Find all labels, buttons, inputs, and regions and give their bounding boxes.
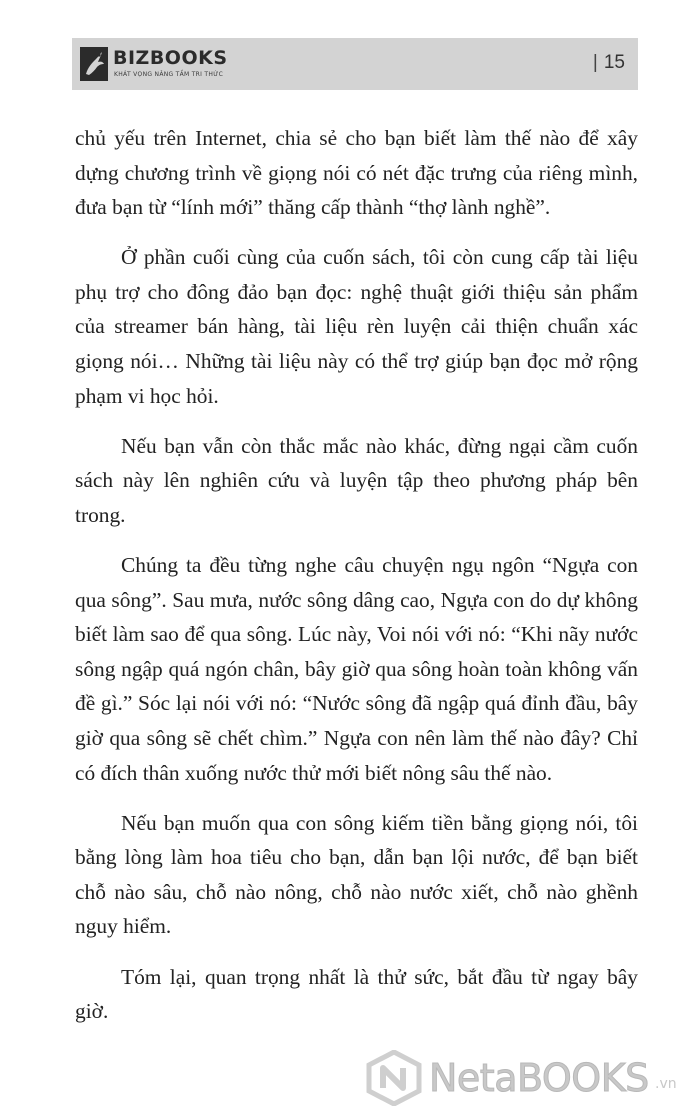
bizbooks-logo-icon	[80, 47, 108, 81]
page-number-separator: |	[592, 52, 598, 73]
page-body	[75, 121, 638, 1044]
netabooks-watermark	[365, 1050, 695, 1110]
paragraph: Chúng ta đều từng nghe câu chuyện ngụ ngôn “Ngựa con qua sông”. Sau mưa, nước sông dâng cao, Ngựa con do dự không biết làm sao để qua sông. Lúc này, Voi nói với nó: “Khi nãy nước sông ngập quá ngón chân, bây giờ qua sông hoàn toàn không vấn đề gì.” Sóc lại nói với nó: “Nước sông đã ngập quá đỉnh đầu, bây giờ qua sông sẽ chết chìm.” Ngựa con nên làm thế nào đây? Chỉ có đích thân xuống nước thử mới biết nông sâu thế nào.	[75, 553, 638, 785]
bizbooks-logo	[80, 47, 330, 83]
logo-tagline: KHÁT VỌNG NÂNG TẦM TRI THỨC	[114, 71, 224, 78]
page-number	[593, 52, 625, 74]
paragraph: Nếu bạn muốn qua con sông kiếm tiền bằng giọng nói, tôi bằng lòng làm hoa tiêu cho bạn, dẫn bạn lội nước, để bạn biết chỗ nào sâu, chỗ nào nông, chỗ nào nước xiết, chỗ nào ghềnh nguy hiểm.	[75, 810, 638, 939]
logo-name: BIZBOOKS	[113, 47, 228, 69]
watermark-suffix: .vn	[655, 1076, 677, 1092]
netabooks-logo-icon	[365, 1050, 423, 1106]
paragraph: Ở phần cuối cùng của cuốn sách, tôi còn cung cấp tài liệu phụ trợ cho đông đảo bạn đọc: nghệ thuật giới thiệu sản phẩm của streamer bán hàng, tài liệu rèn luyện cải thiện chuẩn xác giọng nói… Những tài liệu này có thể trợ giúp bạn đọc mở rộng phạm vi học hỏi.	[75, 245, 638, 408]
page-number-value: 15	[603, 52, 625, 73]
paragraph: chủ yếu trên Internet, chia sẻ cho bạn biết làm thế nào để xây dựng chương trình về giọng nói có nét đặc trưng của riêng mình, đưa bạn từ “lính mới” thăng cấp thành “thợ lành nghề”.	[75, 126, 638, 220]
paragraph: Nếu bạn vẫn còn thắc mắc nào khác, đừng ngại cầm cuốn sách này lên nghiên cứu và luyện tập theo phương pháp bên trong.	[75, 433, 638, 527]
paragraph: Tóm lại, quan trọng nhất là thử sức, bắt đầu từ ngay bây giờ.	[75, 964, 638, 1024]
watermark-text: NetaBOOKS	[429, 1056, 649, 1100]
